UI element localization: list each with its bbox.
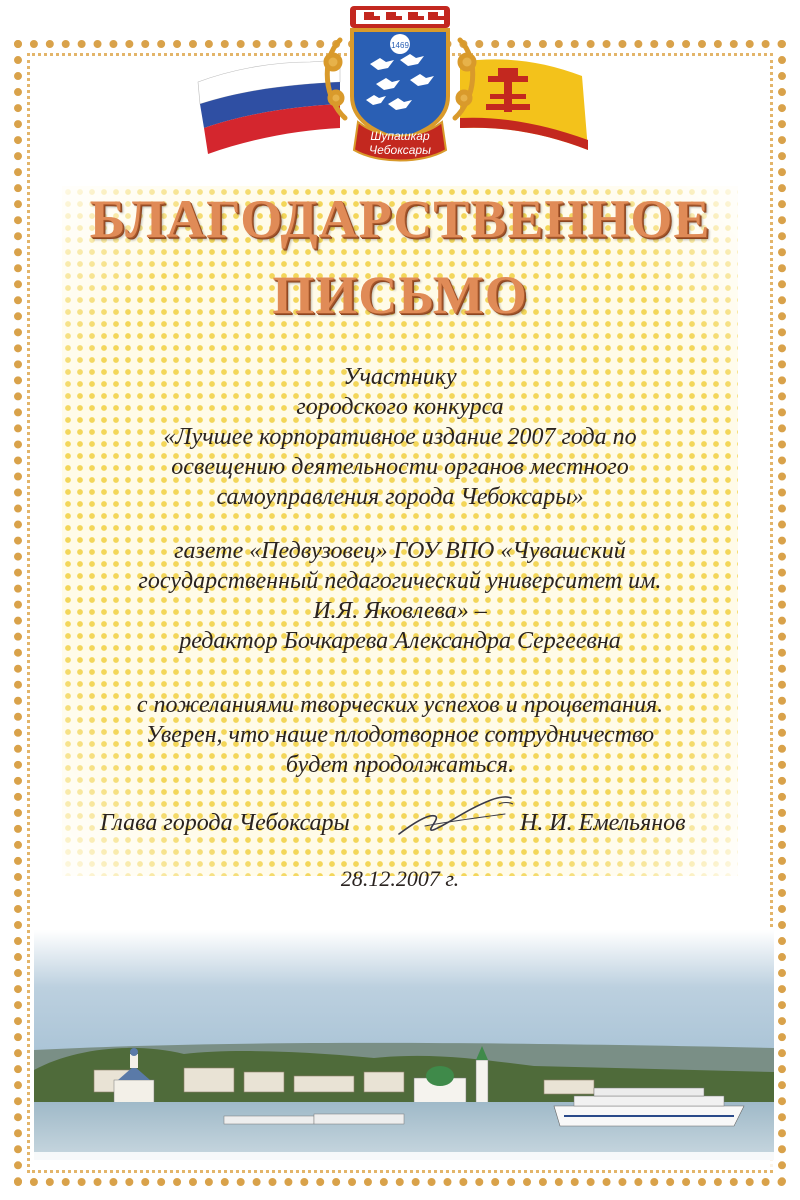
text-line: газете «Педвузовец» ГОУ ВПО «Чувашский <box>174 538 626 564</box>
text-line: самоуправления города Чебоксары» <box>216 484 584 510</box>
signature-row <box>0 810 800 850</box>
handwritten-signature <box>395 792 515 842</box>
text-line: Уверен, что наше плодотворное сотрудничество <box>145 722 655 748</box>
city-coat-of-arms-icon <box>352 30 448 140</box>
chuvash-flag-icon <box>460 59 588 150</box>
text-line: «Лучшее корпоративное издание 2007 года по <box>163 424 637 450</box>
signatory-position: Глава города Чебоксары <box>100 810 350 836</box>
letter-title-line2: ПИСЬМО <box>272 265 528 325</box>
wishes-block <box>62 690 738 780</box>
recipient-block <box>62 536 738 656</box>
letter-date: 28.12.2007 г. <box>340 866 460 891</box>
contest-description <box>62 362 738 512</box>
text-line: освещению деятельности органов местного <box>171 454 629 480</box>
svg-text:1469: 1469 <box>391 41 409 50</box>
text-line: городского конкурса <box>296 394 504 420</box>
text-line: Участнику <box>343 364 457 390</box>
signatory-name: Н. И. Емельянов <box>520 810 686 836</box>
text-line: государственный педагогический университет им. <box>138 568 662 594</box>
russia-flag-icon <box>198 60 340 154</box>
text-line: редактор Бочкарева Александра Сергеевна <box>179 628 621 654</box>
text-line: И.Я. Яковлева» – <box>313 598 487 624</box>
text-line: с пожеланиями творческих успехов и процветания. <box>136 692 664 718</box>
letter-title-line1: БЛАГОДАРСТВЕННОЕ <box>89 189 711 249</box>
text-line: будет продолжаться. <box>285 752 515 778</box>
motto-chuvash: Шупашкар <box>370 129 430 143</box>
crown-icon <box>350 6 450 28</box>
city-panorama-image <box>14 930 786 1170</box>
motto-russian: Чебоксары <box>369 143 431 157</box>
city-emblem-with-flags <box>190 0 610 165</box>
